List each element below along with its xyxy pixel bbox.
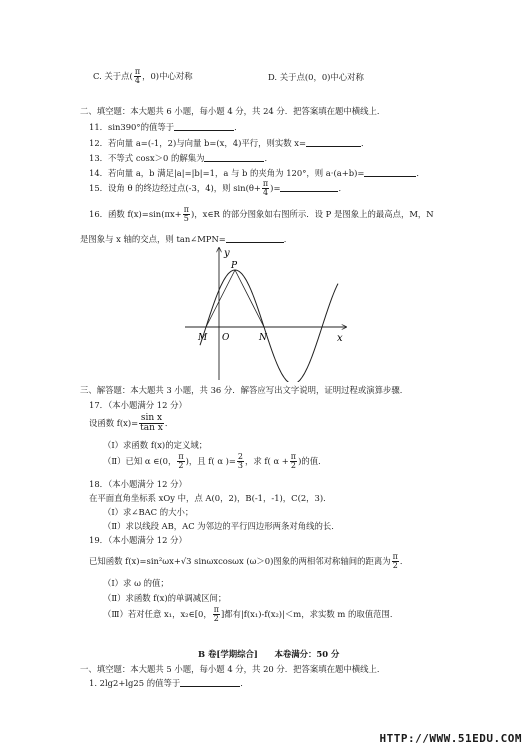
section-3-heading: 三、解答题：本大题共 3 小题，共 36 分．解答应写出文字说明，证明过程或演算步骤． [80,385,409,395]
option-d: D. 关于点(0，0)中心对称 [268,72,364,82]
question-12: 12．若向量 a=(-1，2)与向量 b=(x，4)平行，则实数 x= ． [89,138,370,148]
point-n-label: N [259,333,267,343]
question-14: 14．若向量 a，b 满足|a|=|b|=1，a 与 b 的夹角为 120°，则 a·(a+b)= ． [89,168,425,178]
question-17-title: 17．（本小题满分 12 分） [89,400,187,410]
answer-blank[interactable] [280,183,338,192]
question-11: 11．sin390°的值等于 ． [89,122,243,132]
answer-blank[interactable] [364,168,416,177]
question-18-part-2: （Ⅱ）求以线段 AB，AC 为邻边的平行四边形两条对角线的长． [103,521,340,531]
answer-blank[interactable] [180,678,240,687]
section-2-heading: 二、填空题：本大题共 6 小题，每小题 4 分，共 24 分．把答案填在题中横线上． [80,106,386,116]
sine-graph [180,244,355,382]
segment-pn [235,270,264,327]
footer-url: HTTP://WWW.51EDU.COM [379,732,522,746]
answer-blank[interactable] [204,153,264,162]
sine-curve [200,270,338,382]
question-16-cont: 是图象与 x 轴的交点，则 tan∠MPN= ． [80,234,293,244]
question-17-part-2: （Ⅱ）已知 α ∈(0， $\frac{\pi}{2}$ )，且 f( α )= $\frac{2}{3}$ ，求 f( α + $\frac{\pi}{2}$ )的值． [103,452,327,470]
point-m-label: M [198,333,208,343]
option-c: C. 关于点( $\frac{\pi}{4}$ ，0)中心对称 [93,67,193,85]
answer-blank[interactable] [306,138,361,147]
question-13: 13．不等式 cosx＞0 的解集为 ． [89,153,273,163]
question-16: 16．函数 f(x)=sin(πx+ $\frac{\pi}{5}$ )，x∈R 的部分图象如右图所示．设 P 是图象上的最高点，M，N [89,205,434,223]
answer-blank[interactable] [226,234,284,243]
segment-mp [206,270,235,327]
question-18-text: 在平面直角坐标系 xOy 中，点 A(0，2)，B(-1，-1)，C(2，3)． [89,493,332,503]
question-19-part-3: （Ⅲ）若对任意 x₁，x₂∈[0， $\frac{\pi}{2}$ ]都有|f(x₁)-f(x₂)|＜m，求实数 m 的取值范围． [103,605,399,623]
question-19-part-2: （Ⅱ）求函数 f(x)的单调减区间； [103,593,227,603]
question-18-title: 18．（本小题满分 12 分） [89,479,187,489]
question-19-part-1: （Ⅰ）求 ω 的值； [103,578,169,588]
question-17-def: 设函数 f(x)= $\frac{\text{sin x}}{\text{tan x}}$ ． [89,413,174,433]
question-19-title: 19．（本小题满分 12 分） [89,535,187,545]
point-p-label: P [231,261,238,271]
origin-label: O [222,333,230,343]
part-b-subheading: 一、填空题：本大题共 5 小题，每小题 4 分，共 20 分．把答案填在题中横线上． [80,664,386,674]
y-axis-label: y [224,248,230,259]
question-15: 15．设角 θ 的终边经过点(-3，4)，则 sin(θ+ $\frac{\pi}{4}$ )= ． [89,179,347,197]
question-18-part-1: （Ⅰ）求∠BAC 的大小； [103,507,194,517]
question-19-text: 已知函数 f(x)=sin²ωx+√3 sinωxcosωx (ω＞0)图象的两相邻对称轴间的距离为 $\frac{\pi}{2}$ ． [89,552,409,570]
part-b-heading: B 卷[学期综合] 本卷满分：50 分 [198,649,340,659]
answer-blank[interactable] [174,122,234,131]
x-axis-label: x [337,333,343,344]
part-b-question-1: 1. 2lg2+lg25 的值等于 ． [89,678,249,688]
question-17-part-1: （Ⅰ）求函数 f(x)的定义域； [103,440,208,450]
